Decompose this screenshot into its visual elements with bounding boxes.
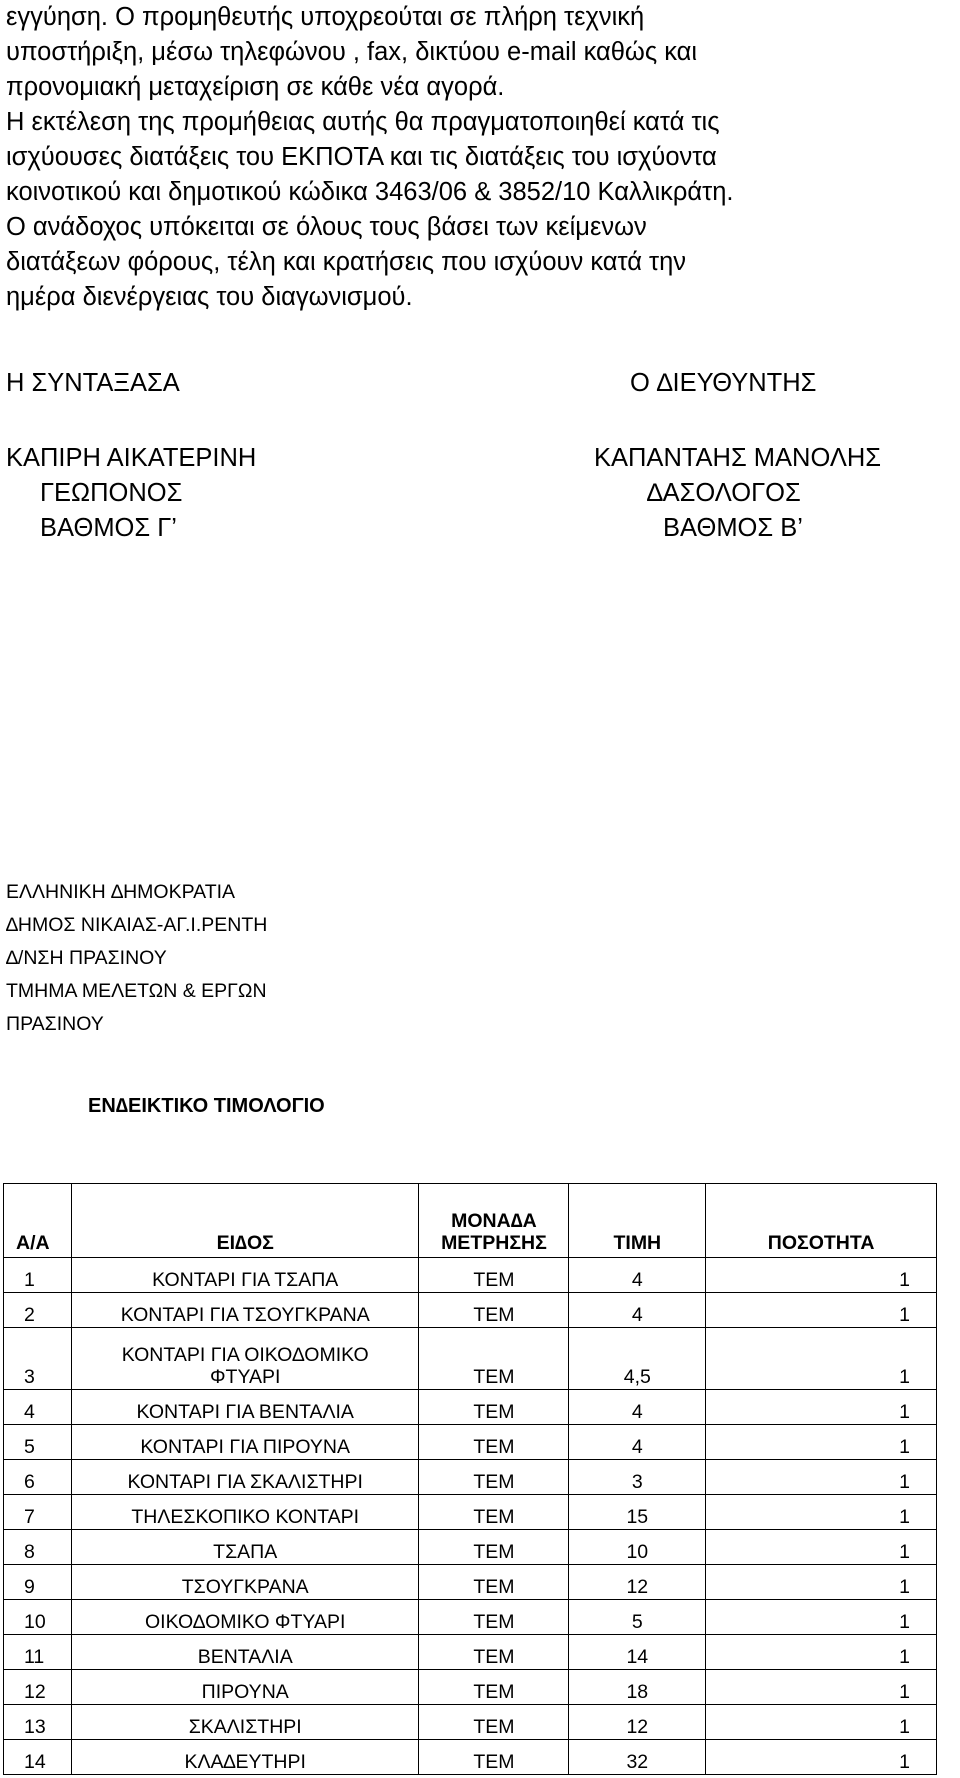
cell-item: ΟΙΚΟ∆ΟΜΙΚΟ ΦΤΥΑΡΙ	[71, 1600, 419, 1635]
cell-qty: 1	[706, 1425, 937, 1460]
cell-qty: 1	[706, 1670, 937, 1705]
cell-price: 12	[569, 1565, 706, 1600]
cell-aa: 5	[4, 1425, 72, 1460]
cell-aa: 4	[4, 1390, 72, 1425]
paragraph-line: διατάξεων φόρους, τέλη και κρατήσεις που ισχύουν κατά την	[6, 248, 687, 276]
cell-aa: 10	[4, 1600, 72, 1635]
cell-unit: ΤΕΜ	[419, 1635, 569, 1670]
cell-price: 4	[569, 1390, 706, 1425]
cell-item: ΤΗΛΕΣΚΟΠΙΚΟ ΚΟΝΤΑΡΙ	[71, 1495, 419, 1530]
col-header-unit-line1: ΜΟΝΑ∆Α	[451, 1210, 537, 1232]
authority-line: ΠΡΑΣΙΝΟΥ	[6, 1013, 104, 1035]
cell-price: 4	[569, 1258, 706, 1293]
right-signature-role	[630, 366, 816, 401]
right-signature-title: ∆ΑΣΟΛΟΓΟΣ	[647, 479, 801, 507]
paragraph-line: ημέρα διενέργειας του διαγωνισμού.	[6, 283, 413, 311]
left-signature-grade: ΒΑΘΜΟΣ Γ’	[40, 514, 177, 542]
cell-item: ΚΟΝΤΑΡΙ ΓΙΑ ΒΕΝΤΑΛΙΑ	[71, 1390, 419, 1425]
paragraph-line: προνομιακή μεταχείριση σε κάθε νέα αγορά.	[6, 73, 505, 101]
table-header-row	[4, 1184, 937, 1258]
cell-price: 12	[569, 1705, 706, 1740]
authority-line: ∆ΗΜΟΣ ΝΙΚΑΙΑΣ-ΑΓ.Ι.ΡΕΝΤΗ	[6, 914, 268, 936]
cell-item: ΒΕΝΤΑΛΙΑ	[71, 1635, 419, 1670]
cell-unit: ΤΕΜ	[419, 1530, 569, 1565]
left-signature-role	[6, 366, 180, 401]
cell-item: ΚΟΝΤΑΡΙ ΓΙΑ ΤΣΑΠΑ	[71, 1258, 419, 1293]
paragraph-line: εγγύηση. Ο προμηθευτής υποχρεούται σε πλήρη τεχνική	[6, 3, 645, 31]
cell-unit: ΤΕΜ	[419, 1740, 569, 1775]
right-signature-block	[594, 441, 881, 546]
left-signature-name: ΚΑΠΙΡΗ ΑΙΚΑΤΕΡΙΝΗ	[6, 444, 257, 472]
cell-aa: 11	[4, 1635, 72, 1670]
cell-price: 14	[569, 1635, 706, 1670]
cell-aa: 3	[4, 1328, 72, 1390]
table-row	[4, 1425, 937, 1460]
cell-qty: 1	[706, 1705, 937, 1740]
right-signature-role-text: Ο ∆ΙΕΥΘΥΝΤΗΣ	[630, 369, 817, 397]
cell-item-line2: ΦΤΥΑΡΙ	[209, 1366, 281, 1388]
cell-price: 4,5	[569, 1328, 706, 1390]
cell-qty: 1	[706, 1258, 937, 1293]
table-row	[4, 1495, 937, 1530]
table-row	[4, 1460, 937, 1495]
table-row	[4, 1530, 937, 1565]
col-header-aa: Α/Α	[4, 1184, 72, 1258]
cell-item-line1: ΚΟΝΤΑΡΙ ΓΙΑ ΟΙΚΟ∆ΟΜΙΚΟ	[121, 1344, 369, 1366]
cell-unit: ΤΕΜ	[419, 1460, 569, 1495]
cell-unit: ΤΕΜ	[419, 1565, 569, 1600]
paragraph-line: Η εκτέλεση της προμήθειας αυτής θα πραγματοποιηθεί κατά τις	[6, 108, 720, 136]
cell-qty: 1	[706, 1293, 937, 1328]
cell-item: ΣΚΑΛΙΣΤΗΡΙ	[71, 1705, 419, 1740]
table-row	[4, 1740, 937, 1775]
cell-unit: ΤΕΜ	[419, 1705, 569, 1740]
cell-unit: ΤΕΜ	[419, 1258, 569, 1293]
cell-price: 3	[569, 1460, 706, 1495]
paragraph-line: ισχύουσες διατάξεις του ΕΚΠΟΤΑ και τις διατάξεις του ισχύοντα	[6, 143, 717, 171]
cell-price: 4	[569, 1293, 706, 1328]
cell-price: 5	[569, 1600, 706, 1635]
body-paragraph	[6, 0, 951, 315]
authority-line: ΕΛΛΗΝΙΚΗ ∆ΗΜΟΚΡΑΤΙΑ	[6, 881, 236, 903]
cell-unit: ΤΕΜ	[419, 1600, 569, 1635]
left-signature-role-text: Η ΣΥΝΤΑΞΑΣΑ	[6, 369, 180, 397]
cell-item: ΚΟΝΤΑΡΙ ΓΙΑ ΠΙΡΟΥΝΑ	[71, 1425, 419, 1460]
paragraph-line: Ο ανάδοχος υπόκειται σε όλους τους βάσει των κείμενων	[6, 213, 647, 241]
cell-unit: ΤΕΜ	[419, 1328, 569, 1390]
col-header-item: ΕΙ∆ΟΣ	[71, 1184, 419, 1258]
cell-unit: ΤΕΜ	[419, 1425, 569, 1460]
table-row	[4, 1565, 937, 1600]
right-signature-grade: ΒΑΘΜΟΣ Β’	[663, 514, 803, 542]
cell-aa: 13	[4, 1705, 72, 1740]
cell-aa: 14	[4, 1740, 72, 1775]
table-row	[4, 1670, 937, 1705]
table-row	[4, 1293, 937, 1328]
cell-unit: ΤΕΜ	[419, 1390, 569, 1425]
cell-price: 32	[569, 1740, 706, 1775]
table-title: ΕΝ∆ΕΙΚΤΙΚΟ ΤΙΜΟΛΟΓΙΟ	[88, 1095, 325, 1117]
cell-unit: ΤΕΜ	[419, 1670, 569, 1705]
authority-line: ∆/ΝΣΗ ΠΡΑΣΙΝΟΥ	[6, 947, 167, 969]
cell-item: ΤΣΟΥΓΚΡΑΝΑ	[71, 1565, 419, 1600]
col-header-qty: ΠΟΣΟΤΗΤΑ	[706, 1184, 937, 1258]
table-row	[4, 1705, 937, 1740]
cell-qty: 1	[706, 1460, 937, 1495]
cell-item: ΚΟΝΤΑΡΙ ΓΙΑ ΣΚΑΛΙΣΤΗΡΙ	[71, 1460, 419, 1495]
left-signature-block	[6, 441, 256, 546]
cell-qty: 1	[706, 1495, 937, 1530]
cell-price: 15	[569, 1495, 706, 1530]
left-signature-title: ΓΕΩΠΟΝΟΣ	[40, 479, 183, 507]
col-header-unit	[419, 1184, 569, 1258]
cell-aa: 2	[4, 1293, 72, 1328]
cell-price: 18	[569, 1670, 706, 1705]
cell-item: ΚΟΝΤΑΡΙ ΓΙΑ ΤΣΟΥΓΚΡΑΝΑ	[71, 1293, 419, 1328]
cell-item	[71, 1328, 419, 1390]
cell-aa: 6	[4, 1460, 72, 1495]
table-row	[4, 1635, 937, 1670]
table-row	[4, 1328, 937, 1390]
authority-line: ΤΜΗΜΑ ΜΕΛΕΤΩΝ & ΕΡΓΩΝ	[6, 980, 267, 1002]
col-header-unit-line2: ΜΕΤΡΗΣΗΣ	[441, 1232, 547, 1254]
cell-aa: 12	[4, 1670, 72, 1705]
authority-header	[6, 876, 267, 1041]
cell-aa: 8	[4, 1530, 72, 1565]
cell-item: ΚΛΑ∆ΕΥΤΗΡΙ	[71, 1740, 419, 1775]
cell-item: ΠΙΡΟΥΝΑ	[71, 1670, 419, 1705]
paragraph-line: υποστήριξη, μέσω τηλεφώνου , fax, δικτύου e-mail καθώς και	[6, 38, 698, 66]
cell-unit: ΤΕΜ	[419, 1293, 569, 1328]
cell-price: 10	[569, 1530, 706, 1565]
cell-qty: 1	[706, 1390, 937, 1425]
table-row	[4, 1258, 937, 1293]
cell-qty: 1	[706, 1565, 937, 1600]
cell-item: ΤΣΑΠΑ	[71, 1530, 419, 1565]
cell-qty: 1	[706, 1600, 937, 1635]
cell-price: 4	[569, 1425, 706, 1460]
table-row	[4, 1390, 937, 1425]
cell-qty: 1	[706, 1740, 937, 1775]
cell-qty: 1	[706, 1530, 937, 1565]
right-signature-name: ΚΑΠΑΝΤΑΗΣ ΜΑΝΟΛΗΣ	[594, 444, 882, 472]
cell-aa: 1	[4, 1258, 72, 1293]
col-header-price: ΤΙΜΗ	[569, 1184, 706, 1258]
cell-qty: 1	[706, 1328, 937, 1390]
cell-qty: 1	[706, 1635, 937, 1670]
price-table	[3, 1183, 937, 1775]
paragraph-line: κοινοτικού και δημοτικού κώδικα 3463/06 & 3852/10 Καλλικράτη.	[6, 178, 734, 206]
cell-aa: 9	[4, 1565, 72, 1600]
cell-unit: ΤΕΜ	[419, 1495, 569, 1530]
table-row	[4, 1600, 937, 1635]
cell-aa: 7	[4, 1495, 72, 1530]
